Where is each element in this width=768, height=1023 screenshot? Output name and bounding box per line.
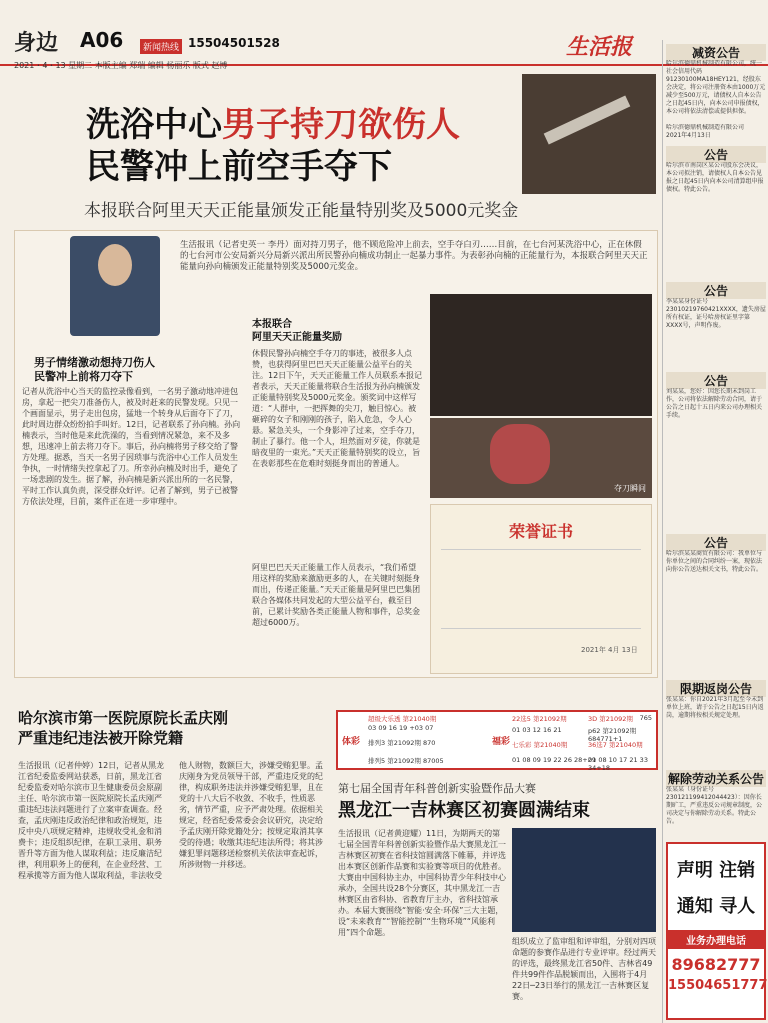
notice6-body: 张某某：你自2021年3月起至今未到单位上班，请于公告之日起15日内返岗，逾期将按相关规定处理。 bbox=[666, 696, 764, 719]
notice3-body: 李某某身份证号23010219760421XXXX，遗失房屋所有权证，证号哈房权证里字第XXXX号，声明作废。 bbox=[666, 298, 766, 329]
lead-intro: 生活报讯（记者史英一 李丹）面对持刀男子，他不顾危险冲上前去，空手夺白刃……目前，在七台河某洗浴中心，正在休假的七台河市公安局新兴分局新兴派出所民警孙向楠成功制止一起暴力事件。为表彰孙向楠的正能量行为，本报联合阿里天天正能量向孙向楠颁发正能量特别奖及5000元奖金。 bbox=[180, 240, 648, 272]
lottery-nums: 01 08 09 19 22 26 28+29 bbox=[512, 756, 597, 764]
notice5-body: 哈尔滨某某商贸有限公司：我单位与你单位之间的合同纠纷一案，现依法向你公告送达相关文书，特此公告。 bbox=[666, 550, 763, 573]
notice1-body: 哈尔滨德鼎机械制造有限公司，统一社会信用代码91230100MA18HEY121，经股东会决定，将公司注册资本由1000万元减少至500万元，请债权人自本公告之日起45日内，向本公司申报债权，本公司将依法清偿或提供担保。 bbox=[666, 60, 766, 115]
lottery-row3-right: 36选7 第21040期 bbox=[588, 741, 643, 749]
story2-headline bbox=[18, 708, 328, 748]
lead-headline-black: 洗浴中心 bbox=[86, 105, 222, 145]
classified-ad bbox=[666, 842, 766, 1020]
ad-phone-2: 15504651777 bbox=[668, 978, 768, 993]
lead-subtitle: 本报联合阿里天天正能量颁发正能量特别奖及5000元奖金 bbox=[84, 201, 519, 221]
notice2-title: 公告 bbox=[666, 146, 766, 163]
story3-body-2: 组织成立了监审组和评审组，分别对四项命题的参赛作品进行专业评审。经过两天的评选，最终黑龙江省50件、吉林省49件共99件作品脱颖而出，入围将于4月22日─23日举行的黑龙江一吉林赛区复赛。 bbox=[512, 937, 656, 1001]
story2-headline-2: 严重违纪违法被开除党籍 bbox=[18, 729, 184, 747]
ad-phone-1: 89682777 bbox=[671, 955, 761, 974]
hotline-label: 新闻热线 bbox=[140, 39, 182, 54]
lottery-row2-left: 排列3 第21092期 870 bbox=[368, 739, 436, 747]
ad-title-2: 通知 寻人 bbox=[676, 896, 756, 917]
notice5-title: 公告 bbox=[666, 534, 766, 551]
lottery-row3-mid: 七乐彩 第21040期 bbox=[512, 741, 568, 749]
certificate-body bbox=[441, 549, 641, 629]
mid-body-2: 阿里巴巴天天正能量工作人员表示，“我们希望用这样的奖励来激励更多的人，在关键时刻挺身而出，传递正能量。”天天正能量是阿里巴巴集团联合各媒体共同发起的大型公益平台，截至目前，已累计奖励各类正能量人物和事件，总奖金超过6000万。 bbox=[252, 563, 421, 627]
knife-photo bbox=[522, 74, 656, 194]
notice1-sign: 哈尔滨德鼎机械制造有限公司 2021年4月13日 bbox=[666, 124, 745, 139]
certificate-title: 荣誉证书 bbox=[508, 522, 573, 541]
lottery-box bbox=[336, 710, 658, 770]
story3-kicker: 第七届全国青年科普创新实验暨作品大赛 bbox=[338, 782, 536, 795]
welfare-lottery-label: 福彩 bbox=[492, 737, 511, 747]
lead-headline-line2: 民警冲上前空手夺下 bbox=[86, 147, 392, 187]
mid-body: 休假民警孙向楠空手夺刀的事迹，被很多人点赞，也获得阿里巴巴天天正能量公益平台的关注。12日下午，天天正能量工作人员联系本报记者表示，天天正能量将联合生活报为孙向楠颁发正能量特别奖及5000元奖金。颁奖词中这样写道：“人群中，一把挥舞的尖刀，触目惊心。被砸碎的女子和刚刚的孩子，陷入危急，令人心悬。紧急关头，一个身影冲了过来，空手夺刀，制止了暴行。他一个人，坦然面对歹徒，你就是暗夜里的一束光。”天天正能量特别奖的设立，旨在表彰那些在危难时刻挺身而出的普通人。 bbox=[252, 349, 423, 468]
lottery-row2-mid: 01 03 12 16 21 bbox=[512, 726, 562, 734]
sports-lottery-label: 体彩 bbox=[342, 737, 361, 747]
lottery-row1-mid: 22选5 第21092期 bbox=[512, 715, 567, 723]
hotline-number: 15504501528 bbox=[188, 36, 280, 50]
page-number: A06 bbox=[80, 28, 124, 52]
lottery-nums-2: 01 08 10 17 21 33 34+18 bbox=[588, 756, 648, 772]
newspaper-logo: 生活报 bbox=[566, 34, 633, 60]
notice1-title: 减资公告 bbox=[666, 44, 766, 61]
notice6-title: 限期返岗公告 bbox=[666, 680, 766, 697]
story2-body: 生活报讯（记者仲婷）12日，记者从黑龙江省纪委监委网站获悉，日前，黑龙江省纪委监委对哈尔滨市卫生健康委员会原副主任、哈尔滨市第一医院原院长孟庆刚严重违纪违法问题进行了立案审查调查。经查，孟庆刚违反政治纪律和政治规矩，违反中央八项规定精神，违规收受礼金和消费卡；违反组织纪律，在职工录用、职务晋升等方面为他人谋取利益；违反廉洁纪律，利用职务上的便利，在企业经营、工程承揽等方面为他人谋取利益，非法收受他人财物，数额巨大，涉嫌受贿犯罪。孟庆刚身为党员领导干部，严重违反党的纪律，构成职务违法并涉嫌受贿犯罪，且在党的十八大后不收敛、不收手，性质恶劣，情节严重，应予严肃处理。依据相关规定，经省纪委常委会会议研究，决定给予孟庆刚开除党籍处分；按规定取消其享受的待遇；收缴其违纪违法所得；将其涉嫌犯罪问题移送检察机关依法审查起诉，所涉财物一并移送。 bbox=[18, 761, 323, 880]
issue-meta: 2021・4・13 星期二 本版主编 郑瑞 编辑 杨丽乐 版式 赵博 bbox=[14, 61, 228, 70]
notice7-title: 解除劳动关系公告 bbox=[667, 772, 764, 786]
lottery-row2-right: p62 第21092期 684771+1 bbox=[588, 727, 637, 743]
photo-caption: 夺刀瞬间 bbox=[614, 484, 646, 493]
ad-title-1: 声明 注销 bbox=[676, 860, 756, 881]
lead-headline-red: 男子持刀欲伤人 bbox=[222, 105, 460, 145]
lottery-top-nums: 03 09 16 19 +03 07 bbox=[368, 724, 434, 732]
notice2-body: 哈尔滨市南岗区某公司股东会决议，本公司拟注销，请债权人自本公告见报之日起45日内向本公司清算组申报债权。特此公告。 bbox=[666, 162, 764, 193]
lottery-row1-left: 超级大乐透 第21040期 bbox=[368, 715, 437, 723]
cctv-photo-bottom bbox=[430, 418, 652, 498]
lottery-3d-value: 765 bbox=[639, 714, 652, 722]
lead-headline bbox=[86, 104, 460, 188]
notice3-title: 公告 bbox=[666, 282, 766, 299]
notice7-body: 张某某（身份证号230121199412044423）：因你长期旷工，严重违反公司规章制度，公司决定与你解除劳动关系。特此公告。 bbox=[666, 786, 763, 825]
section-name: 身边 bbox=[14, 30, 59, 56]
story3-headline: 黑龙江一吉林赛区初赛圆满结束 bbox=[338, 800, 590, 821]
cctv-photo-top bbox=[430, 294, 652, 416]
certificate-date: 2021年 4月 13日 bbox=[581, 646, 638, 654]
mid-subhead: 本报联合 阿里天天正能量奖励 bbox=[252, 319, 342, 343]
honor-certificate bbox=[430, 504, 652, 674]
left-subhead: 男子情绪激动想持刀伤人 民警冲上前将刀夺下 bbox=[34, 356, 155, 383]
notice4-body: 刘某某，您好：因您长期未到岗工作，公司将依法解除劳动合同，请于公告之日起十五日内来公司办理相关手续。 bbox=[666, 388, 763, 419]
notice4-title: 公告 bbox=[666, 372, 766, 389]
lottery-row1-right: 3D 第21092期 bbox=[588, 715, 633, 723]
story2-headline-1: 哈尔滨市第一医院原院长孟庆刚 bbox=[18, 709, 229, 727]
story3-body: 生活报讯（记者黄迎耀）11日，为期两天的第七届全国青年科普创新实验暨作品大赛黑龙江一吉林赛区初赛在省科技馆圆满落下帷幕，并评选出本赛区创新作品赛和实验赛等项目的优胜者。大赛由中国科协主办，中国科协青少年科技中心承办，全国共设28个分赛区，其中黑龙江一吉林赛区由省科协、省教育厅主办，省科技馆承办。本届大赛围绕“智能·安全·环保”三大主题，设“未来教育”“智能控制”“生物环境”“风能利用”四个命题。 bbox=[338, 829, 506, 937]
lottery-row3-left: 排列5 第21092期 87005 bbox=[368, 757, 444, 765]
contest-photo bbox=[512, 828, 656, 932]
left-body: 记者从洗浴中心当天的监控录像看到，一名男子激动地冲进包房，拿起一把尖刀准备伤人，被及时赶来的民警发现。只见一个画面显示，男子走出包房，猛地一个转身从后面夺下了刀，此时周边群众纷纷拍手叫好。12日，记者联系了孙向楠。孙向楠表示，当时他是来此洗澡的，当看到情况紧急，来不及多想，迅速冲上前去将刀夺下。事后，孙向楠将男子移交给了警方处理。据悉，当天一名男子因琐事与洗浴中心工作人员发生争执，一时情绪失控拿起了刀。所幸孙向楠及时出手，避免了一场悲剧的发生。据了解，孙向楠是新兴派出所的一名民警，平时工作认真负责，深受群众好评。记者了解到，男子已被警方依法处理，目前，案件正在进一步审理中。 bbox=[22, 387, 241, 506]
officer-portrait bbox=[70, 236, 160, 336]
ad-phone-label: 业务办理电话 bbox=[668, 930, 764, 949]
